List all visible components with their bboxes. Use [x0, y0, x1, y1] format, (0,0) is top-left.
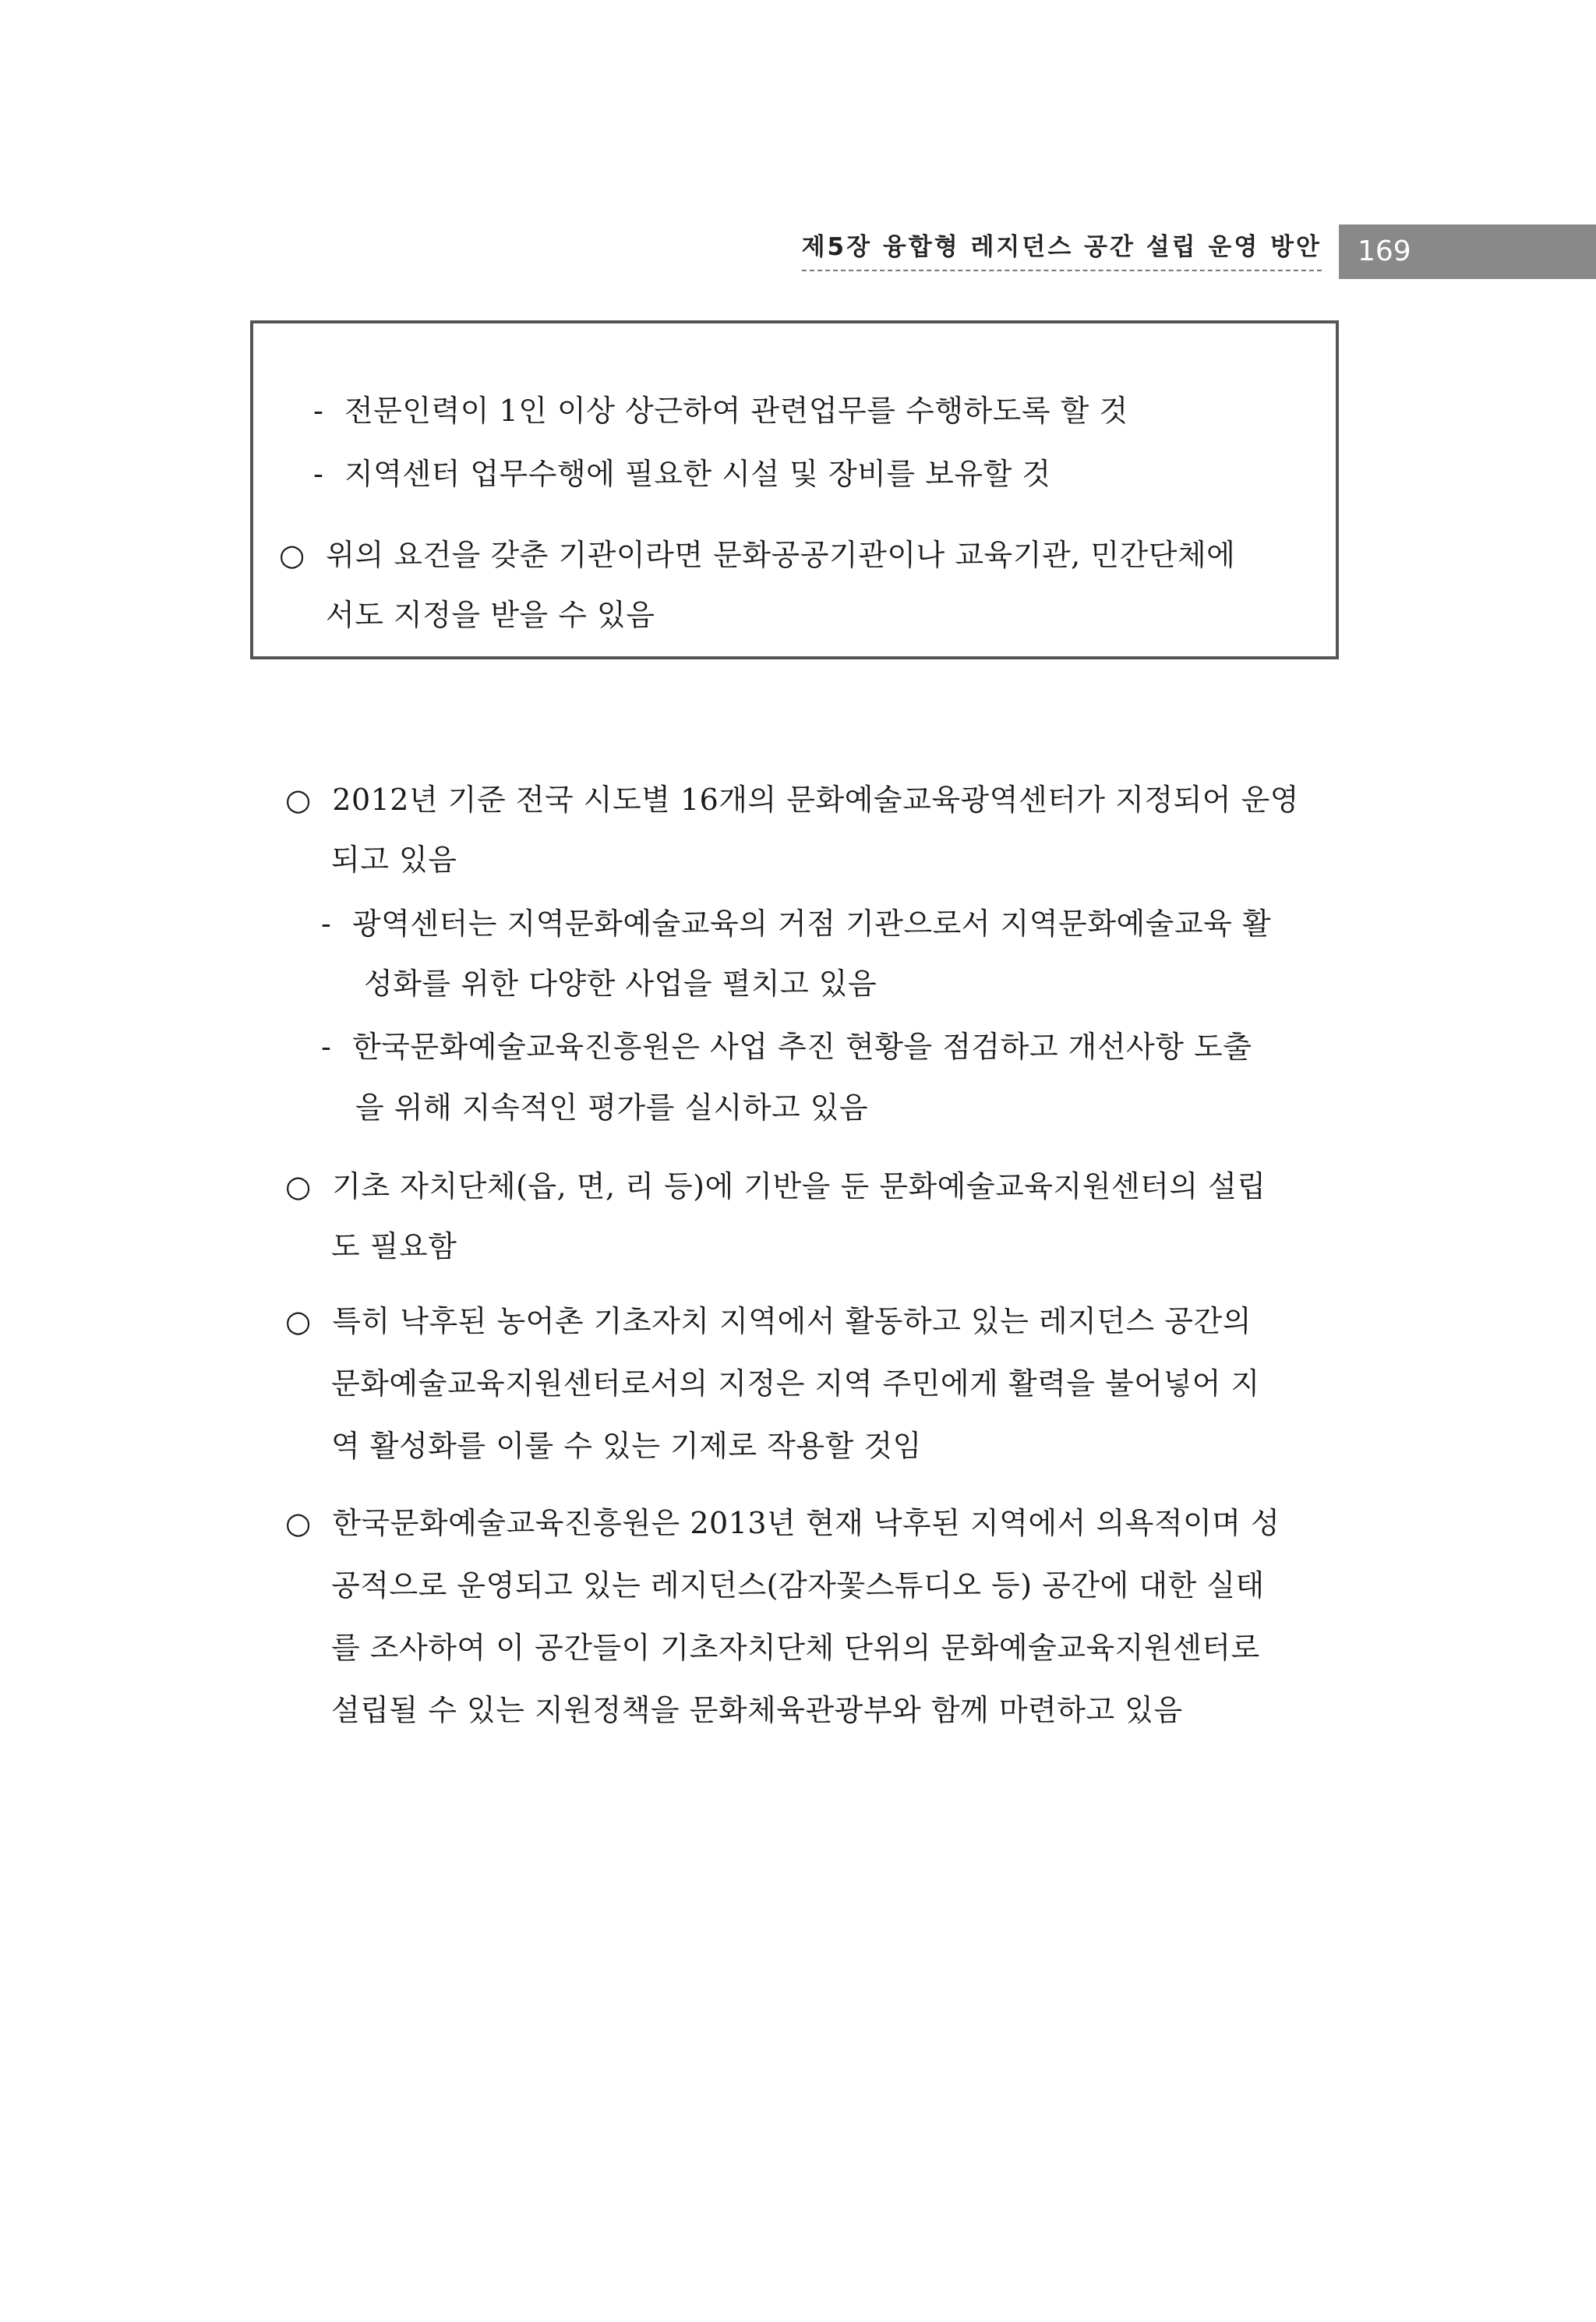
page-number: 169 [1339, 224, 1596, 279]
bullet-line [285, 1169, 1266, 1203]
line-text: 도 필요함 [331, 1229, 457, 1263]
line-text: 성화를 위한 다양한 사업을 펼치고 있음 [364, 967, 877, 1001]
continuation-line [331, 1431, 922, 1461]
chapter-title: 제5장 융합형 레지던스 공간 설립 운영 방안 [802, 224, 1322, 271]
box-item-text: 위의 요건을 갖춘 기관이라면 문화공공기관이나 교육기관, 민간단체에 [326, 538, 1236, 572]
line-text: 공적으로 운영되고 있는 레지던스(감자꽃스튜디오 등) 공간에 대한 실태 [331, 1568, 1265, 1603]
continuation-line [331, 1568, 1265, 1603]
dash-marker: - [313, 394, 324, 428]
continuation-line [355, 1090, 869, 1125]
continuation-line [331, 1633, 1260, 1663]
circle-bullet-icon: ○ [279, 538, 305, 572]
box-item-text: 전문인력이 1인 이상 상근하여 관련업무를 수행하도록 할 것 [344, 394, 1128, 428]
line-text: 2012년 기준 전국 시도별 16개의 문화예술교육광역센터가 지정되어 운영 [332, 783, 1299, 817]
circle-bullet-icon: ○ [285, 783, 312, 817]
line-text: 을 위해 지속적인 평가를 실시하고 있음 [355, 1090, 869, 1125]
box-bullet-continuation [326, 600, 655, 630]
line-text: 역 활성화를 이룰 수 있는 기제로 작용할 것임 [331, 1429, 922, 1463]
dash-marker: - [313, 457, 324, 491]
line-text: 광역센터는 지역문화예술교육의 거점 기관으로서 지역문화예술교육 활 [351, 907, 1272, 941]
line-text: 한국문화예술교육진흥원은 2013년 현재 낙후된 지역에서 의욕적이며 성 [332, 1506, 1280, 1540]
line-text: 특히 낙후된 농어촌 기초자치 지역에서 활동하고 있는 레지던스 공간의 [332, 1304, 1252, 1338]
continuation-line [331, 1695, 1183, 1725]
line-text: 기초 자치단체(읍, 면, 리 등)에 기반을 둔 문화예술교육지원센터의 설립 [332, 1169, 1266, 1203]
box-dash-item-1 [313, 396, 1128, 426]
box-item-text: 서도 지정을 받을 수 있음 [326, 598, 655, 632]
continuation-line [331, 1229, 457, 1263]
dash-line [321, 907, 1272, 941]
page-header [0, 224, 1596, 279]
circle-bullet-icon: ○ [285, 1506, 312, 1540]
dash-marker: - [321, 1030, 332, 1064]
line-text: 를 조사하여 이 공간들이 기초자치단체 단위의 문화예술교육지원센터로 [331, 1631, 1260, 1665]
line-text: 설립될 수 있는 지원정책을 문화체육관광부와 함께 마련하고 있음 [331, 1693, 1183, 1727]
box-dash-item-2 [313, 459, 1051, 489]
box-item-text: 지역센터 업무수행에 필요한 시설 및 장비를 보유할 것 [344, 457, 1051, 491]
line-text: 한국문화예술교육진흥원은 사업 추진 현황을 점검하고 개선사항 도출 [351, 1030, 1252, 1064]
circle-bullet-icon: ○ [285, 1304, 312, 1338]
bullet-line [285, 785, 1299, 815]
circle-bullet-icon: ○ [285, 1169, 312, 1203]
line-text: 문화예술교육지원센터로서의 지정은 지역 주민에게 활력을 불어넣어 지 [331, 1366, 1260, 1401]
bullet-line [285, 1508, 1280, 1538]
continuation-line [331, 1366, 1260, 1401]
dash-line [321, 1032, 1252, 1062]
line-text: 되고 있음 [331, 843, 457, 877]
bullet-line [285, 1306, 1252, 1336]
box-bullet-item [279, 540, 1235, 570]
continuation-line [331, 845, 457, 875]
dash-marker: - [321, 907, 332, 941]
continuation-line [364, 967, 877, 1001]
